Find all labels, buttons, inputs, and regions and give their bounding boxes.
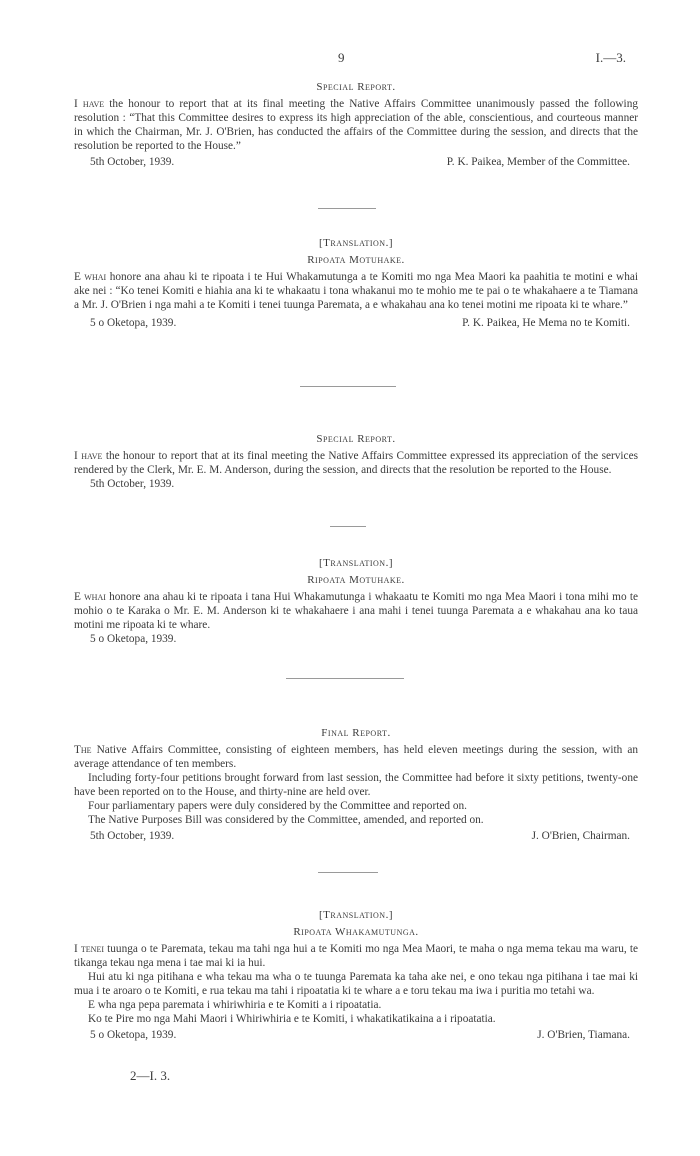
date-signature-line xyxy=(74,829,638,843)
report-paragraph xyxy=(74,97,638,153)
report-date: 5th October, 1939. xyxy=(90,478,175,490)
translation-label: [Translation.] xyxy=(318,237,394,249)
report-date: 5 o Oketopa, 1939. xyxy=(90,633,177,645)
paragraph-text: tuunga o te Paremata, tekau ma tahi nga hui a te Komiti mo nga Mea Maori, te maha o nga mema tekau ma waru, te tikanga tekau nga mena i tae mai ki ia hui. xyxy=(74,943,638,969)
report-paragraph: The Native Purposes Bill was considered by the Committee, amended, and reported on. xyxy=(88,814,484,826)
report-paragraph xyxy=(74,449,638,477)
report-paragraph xyxy=(74,270,638,312)
section-heading: Ripoata Whakamutunga. xyxy=(293,926,419,938)
signature-mark: 2—I. 3. xyxy=(130,1068,171,1083)
report-paragraph: Hui atu ki nga pitihana e wha tekau ma wha o te tuunga Paremata ka taha ake nei, e ono tekau nga pitihana i tae mai ki mua i te aroaro o te Komiti, e rua tekau ma tahi i ripoatatia ki te whare a e toru tekau ma iwa i puritia mo tetahi wa. xyxy=(74,971,638,997)
section-divider xyxy=(300,386,396,387)
report-date: 5th October, 1939. xyxy=(90,156,175,168)
paragraph-lead: I have xyxy=(74,98,105,110)
section-heading: Final Report. xyxy=(321,727,391,739)
paper-reference: I.—3. xyxy=(595,50,626,65)
section-heading: Ripoata Motuhake. xyxy=(307,254,405,266)
report-paragraph: E wha nga pepa paremata i whiriwhiria e te Komiti a i ripoatatia. xyxy=(88,999,382,1011)
page-header xyxy=(0,50,700,70)
page-number: 9 xyxy=(338,50,345,65)
section-divider xyxy=(318,208,376,209)
signature: P. K. Paikea, Member of the Committee. xyxy=(446,156,630,168)
paragraph-lead: I have xyxy=(74,450,103,462)
signature: P. K. Paikea, He Mema no te Komiti. xyxy=(462,317,630,329)
section-heading: Ripoata Motuhake. xyxy=(307,574,405,586)
section-heading: Special Report. xyxy=(316,81,396,93)
section-heading: Special Report. xyxy=(316,433,396,445)
report-paragraph xyxy=(74,942,638,970)
report-paragraph: Including forty-four petitions brought forward from last session, the Committee had before it sixty petitions, twenty-one have been reported on to the House, and thirty-nine are held over. xyxy=(74,772,638,798)
paragraph-lead: I tenei xyxy=(74,943,104,955)
translation-label: [Translation.] xyxy=(318,557,394,569)
paragraph-text: the honour to report that at its final meeting the Native Affairs Committee expressed its appreciation of the services rendered by the Clerk, Mr. E. M. Anderson, during the session, and directs that the resolution be reported to the House. xyxy=(74,450,638,476)
date-signature-line xyxy=(74,1028,638,1042)
translation-2 xyxy=(74,556,638,646)
paragraph-text: Native Affairs Committee, consisting of eighteen members, has held eleven meetings during the session, with an average attendance of ten members. xyxy=(74,744,638,770)
report-date: 5 o Oketopa, 1939. xyxy=(90,317,177,329)
report-paragraph xyxy=(74,590,638,632)
report-paragraph xyxy=(74,743,638,771)
report-date: 5 o Oketopa, 1939. xyxy=(90,1029,177,1041)
date-signature-line xyxy=(74,316,638,330)
translation-3 xyxy=(74,908,638,1042)
translation-1 xyxy=(74,236,638,330)
report-paragraph: Ko te Pire mo nga Mahi Maori i Whiriwhiria e te Komiti, i whakatikatikaina a i ripoatatia. xyxy=(88,1013,496,1025)
date-signature-line xyxy=(74,155,638,169)
section-divider xyxy=(286,678,404,679)
paragraph-lead: E whai xyxy=(74,591,106,603)
paragraph-text: honore ana ahau ki te ripoata i tana Hui Whakamutunga i whakaatu te Komiti mo nga Mea Maori i tona mihi mo te mohio o te Karaka o Mr. E. M. Anderson ki te whakahaere i ana mahi i tenei tuunga Paremata a e whakahau ana ko taua motini me ripoata ki te whare. xyxy=(74,591,638,631)
paragraph-lead: The xyxy=(74,744,92,756)
translation-label: [Translation.] xyxy=(318,909,394,921)
paragraph-lead: E whai xyxy=(74,271,107,283)
section-divider xyxy=(318,872,378,873)
signature: J. O'Brien, Chairman. xyxy=(531,830,630,842)
report-paragraph: Four parliamentary papers were duly considered by the Committee and reported on. xyxy=(88,800,467,812)
report-date: 5th October, 1939. xyxy=(90,830,175,842)
special-report-2 xyxy=(74,432,638,491)
final-report xyxy=(74,726,638,843)
paragraph-text: honore ana ahau ki te ripoata i te Hui Whakamutunga a te Komiti mo nga Mea Maori ka paahitia te motini e whai ake nei : “Ko tenei Komiti e hiahia ana ki te whakaatu i tona whakanui mo te mohio me te pai o te whakahaere a te Tiamana a Mr. J. O'Brien i nga mahi a te Komiti i tenei tuunga Paremata, a e whakahau ana ko tenei motini me ripoata ki te whare.” xyxy=(74,271,638,311)
section-divider xyxy=(330,526,366,527)
special-report-1 xyxy=(74,80,638,169)
paragraph-text: the honour to report that at its final meeting the Native Affairs Committee unanimously passed the following resolution : “That this Committee desires to express its high appreciation of the able, conscientious, and courteous manner in which the Chairman, Mr. J. O'Brien, has conducted the affairs of the Committee during the session, and directs that the resolution be reported to the House.” xyxy=(74,98,638,152)
signature: J. O'Brien, Tiamana. xyxy=(537,1029,630,1041)
